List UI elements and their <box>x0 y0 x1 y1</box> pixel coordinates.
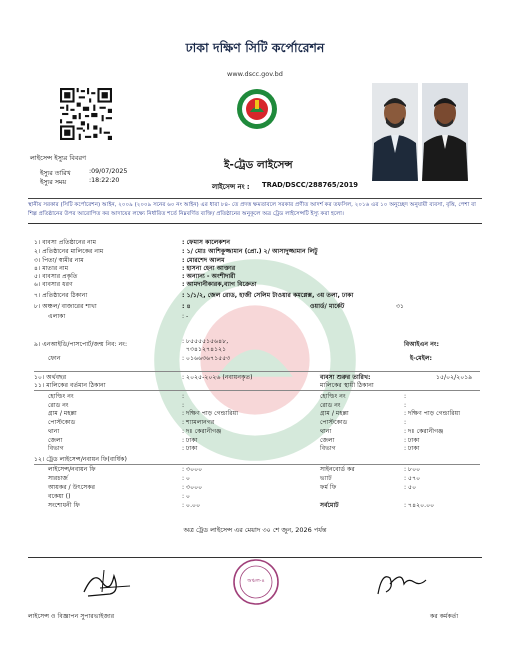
fees-heading: ১২। ট্রেড লাইসেন্স/নবায়ন ফি(বার্ষিক) <box>34 456 127 463</box>
address-field-value: : ঢাকা <box>182 445 198 453</box>
fee-label: বকেয়া () <box>48 493 71 500</box>
field-label: ৬। ব্যবসার ধরণ <box>34 281 73 288</box>
permanent-field-label: জেলা <box>320 436 335 444</box>
field-value: : হাসনা হেনা আক্তার <box>182 265 236 272</box>
address-field-label: গ্রাম / মহল্লা <box>48 410 77 418</box>
field-value: : ১/১/২, জেল রোড, হাজী সেলিম টাওয়ার কমপ্লেক্স, ৩য় তলা, ঢাকা <box>182 292 354 299</box>
fee-label-2: সাইনবোর্ড কর <box>320 466 355 473</box>
divider <box>28 198 482 199</box>
license-number-label: লাইসেন্স নং : <box>212 183 250 191</box>
validity-text: অত্র ট্রেড লাইসেন্স এর মেয়াদ ৩০ শে জুন, 2026 পর্যন্ত <box>183 526 327 534</box>
divider <box>34 464 480 465</box>
divider <box>34 371 480 372</box>
issue-details-label: লাইসেন্স ইস্যুর বিবরণ <box>30 154 86 162</box>
license-number-value: TRAD/DSCC/288765/2019 <box>262 181 359 189</box>
permanent-field-value: : দক্ষিণ পাড় গেন্ডারিয়া <box>404 410 461 418</box>
permanent-field-value: : দঃ কেরানীগঞ্জ <box>404 427 444 435</box>
address-field-label: জেলা <box>48 436 63 444</box>
issue-date-value: :09/07/2025 <box>89 168 128 175</box>
issue-date-label: ইস্যুর তারিখ <box>40 170 71 177</box>
zone-label: ৮। অঞ্চল/ বাজারের শাখা <box>34 303 97 310</box>
intro-text: স্থানীয় সরকার (সিটি কর্পোরেশন) আইন, ২০০৯ (২০০৯ সনের ৬০ নং আইন) এর ধারা ৮৪- তে প্রদত্ত ক্ষমতাবলে সরকার প্রণীত আদর্শ কর তফসিল, ২০১৬ এর ১০ অনুচ্ছেদ অনুযায়ী ব্যবসা, বৃত্তি, পেশা বা শিল্প প্রতিষ্ঠানের উপর আরোপিত কর আদায়ের লক্ষ্যে নির্ধারিত শর্তে নিম্নবর্ণিত ব্যক্তি/ প্রতিষ্ঠানের অনুকূলে অত্র ট্রেড লাইসেন্সটি ইস্যু করা হলো। <box>28 202 476 217</box>
fee-label: সংশোধনী ফি <box>48 502 80 509</box>
qr-code-icon <box>60 88 112 140</box>
address-field-value: : <box>182 393 185 400</box>
permanent-field-value: : ঢাকা <box>404 436 420 444</box>
email-label: ই-মেইল: <box>410 355 433 362</box>
field-value: : ফেমাস কালেকশন <box>182 239 231 246</box>
fee-value-2: : ৭৪২০.০০ <box>404 502 435 509</box>
area-label: এলাকা <box>48 313 66 320</box>
zone-value: : ৪ <box>182 303 191 310</box>
nid-value: : ৮৫৫৫৫১৫৬৪৮, <box>182 338 229 345</box>
bin-label: বিআইএন নং: <box>404 341 440 348</box>
field-label: ২। প্রতিষ্ঠানের মালিকের নাম <box>34 248 104 255</box>
permanent-field-label: গ্রাম / মহল্লা <box>320 410 349 418</box>
divider <box>34 390 480 391</box>
phone-label: ফোন <box>48 355 61 362</box>
owner-photo-2 <box>422 83 468 181</box>
field-value: : ১/ মোঃ আশিকুজ্জামান (প্রো.) ২/ আসাদুজ্জামান লিটু <box>182 248 318 255</box>
permanent-field-label: রোড নং <box>320 401 341 409</box>
ward-label: ওয়ার্ড/ মার্কেট <box>310 303 345 310</box>
field-label: ৭। প্রতিষ্ঠানের ঠিকানা <box>34 292 88 299</box>
seal-text: অঞ্চল-৪ <box>247 578 265 584</box>
address-field-value: : দঃ কেরানীগঞ্জ <box>182 427 222 435</box>
fee-label: লাইসেন্স/নবায়ন ফি <box>48 466 96 473</box>
fee-label-2: সর্বমোট <box>320 502 339 509</box>
address-field-value: : দক্ষিণ পাড় গেন্ডারিয়া <box>182 410 239 418</box>
permanent-field-value: : ঢাকা <box>404 445 420 453</box>
signature-left-icon <box>80 562 140 600</box>
phone-value: : ০১৬৬৩৬৭১৫৫৩ <box>182 355 231 362</box>
address-field-label: হোল্ডিং নং <box>48 393 74 400</box>
issue-time-value: :18:22:20 <box>89 177 120 184</box>
fee-value-2: : ৮০০ <box>404 466 421 473</box>
field-value: : মোরশেদ আলম <box>182 257 225 264</box>
fee-value: : ০.০০ <box>182 502 201 509</box>
address-field-label: পোস্টকোড <box>48 419 76 427</box>
fee-label: সারচার্জ <box>48 475 68 482</box>
address-field-label: থানা <box>48 427 60 435</box>
fee-value: : ৩০০০ <box>182 484 203 491</box>
nid-value-2: ৭৩৪১২৭৪১২১ <box>186 346 227 353</box>
divider <box>28 223 482 224</box>
fee-label: আয়কর / উৎসেকর <box>48 484 96 491</box>
address-field-value: : শ্যামলানগর <box>182 419 215 427</box>
permanent-field-value: : <box>404 393 407 400</box>
owner-photo-1 <box>372 83 418 181</box>
fiscal-year-label: ১০। অর্থবছর <box>34 374 67 381</box>
address-field-label: বিভাগ <box>48 445 64 453</box>
e-trade-license-heading: ই-ট্রেড লাইসেন্স <box>224 159 293 171</box>
business-start-value: ১৫/০২/২০১৯ <box>436 374 473 381</box>
business-start-label: ব্যবসা শুরুর তারিখ: <box>320 374 371 381</box>
fee-value: : ০ <box>182 493 191 500</box>
signature-right-icon <box>372 566 430 600</box>
permanent-field-value: : <box>404 401 407 409</box>
field-label: ৪। মাতার নাম <box>34 265 69 272</box>
ward-value: ৩১ <box>396 303 405 310</box>
address-field-value: : ঢাকা <box>182 436 198 444</box>
dscc-emblem-icon <box>236 88 278 130</box>
permanent-field-label: হোল্ডিং নং <box>320 393 346 400</box>
permanent-field-label: থানা <box>320 427 332 435</box>
page-title: ঢাকা দক্ষিণ সিটি কর্পোরেশন <box>185 40 325 55</box>
permanent-address-heading: মালিকের স্থায়ী ঠিকানা <box>320 382 374 389</box>
permanent-field-label: বিভাগ <box>320 445 336 453</box>
fee-value-2: : ৫০ <box>404 484 417 491</box>
field-label: ৩। পিতা/ স্বামীর নাম <box>34 257 84 264</box>
website-url: www.dscc.gov.bd <box>227 70 283 78</box>
fiscal-year-value: : ২০২৫-২০২৬ (নবায়নকৃত) <box>182 374 253 381</box>
fee-value: : ৩০০০ <box>182 466 203 473</box>
fee-label-2: ফর্ম ফি <box>320 484 337 491</box>
fee-value: : ০ <box>182 475 191 482</box>
fee-value-2: : ৫৭০ <box>404 475 421 482</box>
nid-label: ৯। এনআইডি/পাসপোর্ট/জন্ম নিব: নং: <box>34 341 128 348</box>
field-value: : অন্যান্য - অংশীদারী <box>182 273 236 280</box>
address-field-value: : <box>182 401 185 409</box>
address-field-label: রোড নং <box>48 401 69 409</box>
fee-label-2: ভ্যাট <box>320 475 332 482</box>
area-value: : - <box>182 313 189 320</box>
permanent-field-label: পোস্টকোড <box>320 419 348 427</box>
field-label: ৫। ব্যবসার প্রকৃতি <box>34 273 78 280</box>
current-address-heading: ১১। মালিকের বর্তমান ঠিকানা <box>34 382 106 389</box>
field-label: ১। ব্যবসা প্রতিষ্ঠানের নাম <box>34 239 97 246</box>
field-value: : আমদানীকারক,ব্যাগ বিক্রেতা <box>182 281 257 288</box>
tax-officer-signature-label: কর কর্মকর্তা <box>430 613 459 620</box>
permanent-field-value: : <box>404 419 407 427</box>
supervisor-signature-label: লাইসেন্স ও বিজ্ঞাপন সুপারভাইজার <box>28 613 115 620</box>
issue-time-label: ইস্যুর সময় <box>40 179 67 186</box>
